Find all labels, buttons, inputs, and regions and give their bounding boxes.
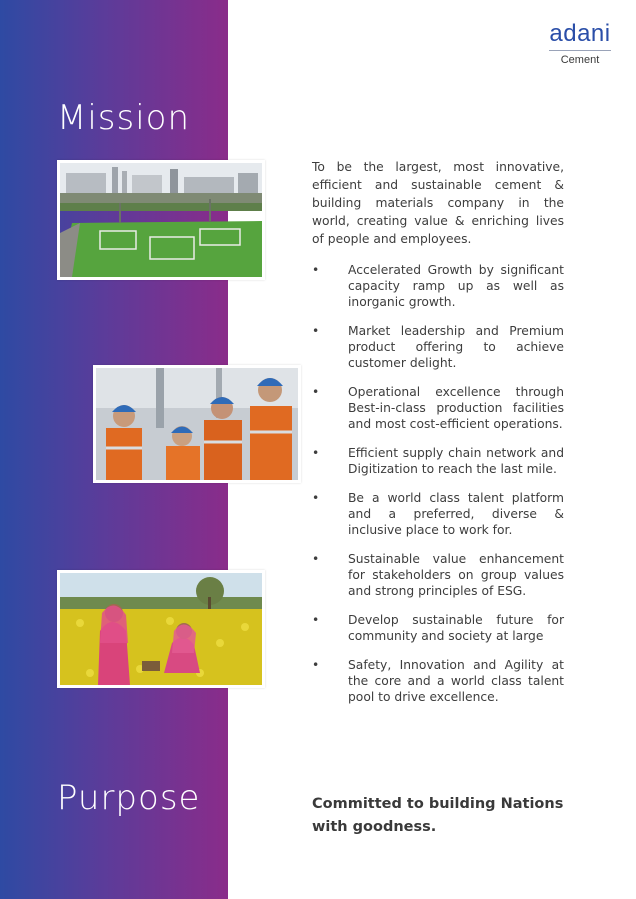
mission-bullet-text: Safety, Innovation and Agility at the core and a world class talent pool to drive excellence. (348, 658, 564, 704)
mission-bullet: • Accelerated Growth by significant capacity ramp up as well as inorganic growth. (312, 263, 564, 309)
mission-bullet: • Develop sustainable future for community and society at large (312, 613, 564, 643)
adani-cement-logo (545, 20, 615, 66)
mission-bullet-text: Operational excellence through Best-in-class production facilities and most cost-efficient operations. (348, 385, 564, 431)
mission-bullet-text: Efficient supply chain network and Digitization to reach the last mile. (348, 446, 564, 476)
purpose-statement: Committed to building Nations with goodness. (312, 796, 564, 835)
logo-division-text: Cement (560, 54, 600, 66)
purpose-heading: Purpose (57, 778, 201, 818)
mission-bullet-text: Market leadership and Premium product offering to achieve customer delight. (348, 324, 564, 370)
mission-bullet: • Be a world class talent platform and a preferred, diverse & inclusive place to work for. (312, 491, 564, 537)
workers-photo (93, 365, 301, 483)
logo-brand-text: adani (549, 20, 611, 47)
logo-divider (549, 50, 611, 51)
mission-bullet-list (312, 262, 564, 718)
mission-bullet-text: Be a world class talent platform and a preferred, diverse & inclusive place to work for. (348, 491, 564, 537)
mission-bullet-text: Sustainable value enhancement for stakeholders on group values and strong principles of ESG. (348, 552, 564, 598)
mission-bullet: • Operational excellence through Best-in-class production facilities and most cost-efficient operations. (312, 385, 564, 431)
mission-intro: To be the largest, most innovative, efficient and sustainable cement & building materials company in the world, creating value & enriching lives of people and employees. (312, 160, 564, 246)
mission-heading: Mission (57, 98, 191, 138)
mission-bullet: • Market leadership and Premium product offering to achieve customer delight. (312, 324, 564, 370)
mission-bullet: • Efficient supply chain network and Digitization to reach the last mile. (312, 446, 564, 476)
mustard-field-photo (57, 570, 265, 688)
mission-bullet: • Sustainable value enhancement for stakeholders on group values and strong principles of ESG. (312, 552, 564, 598)
cement-plant-photo (57, 160, 265, 280)
mission-bullet-text: Accelerated Growth by significant capacity ramp up as well as inorganic growth. (348, 263, 564, 309)
mission-bullet-text: Develop sustainable future for community and society at large (348, 613, 564, 643)
mission-bullet: • Safety, Innovation and Agility at the core and a world class talent pool to drive excellence. (312, 658, 564, 704)
